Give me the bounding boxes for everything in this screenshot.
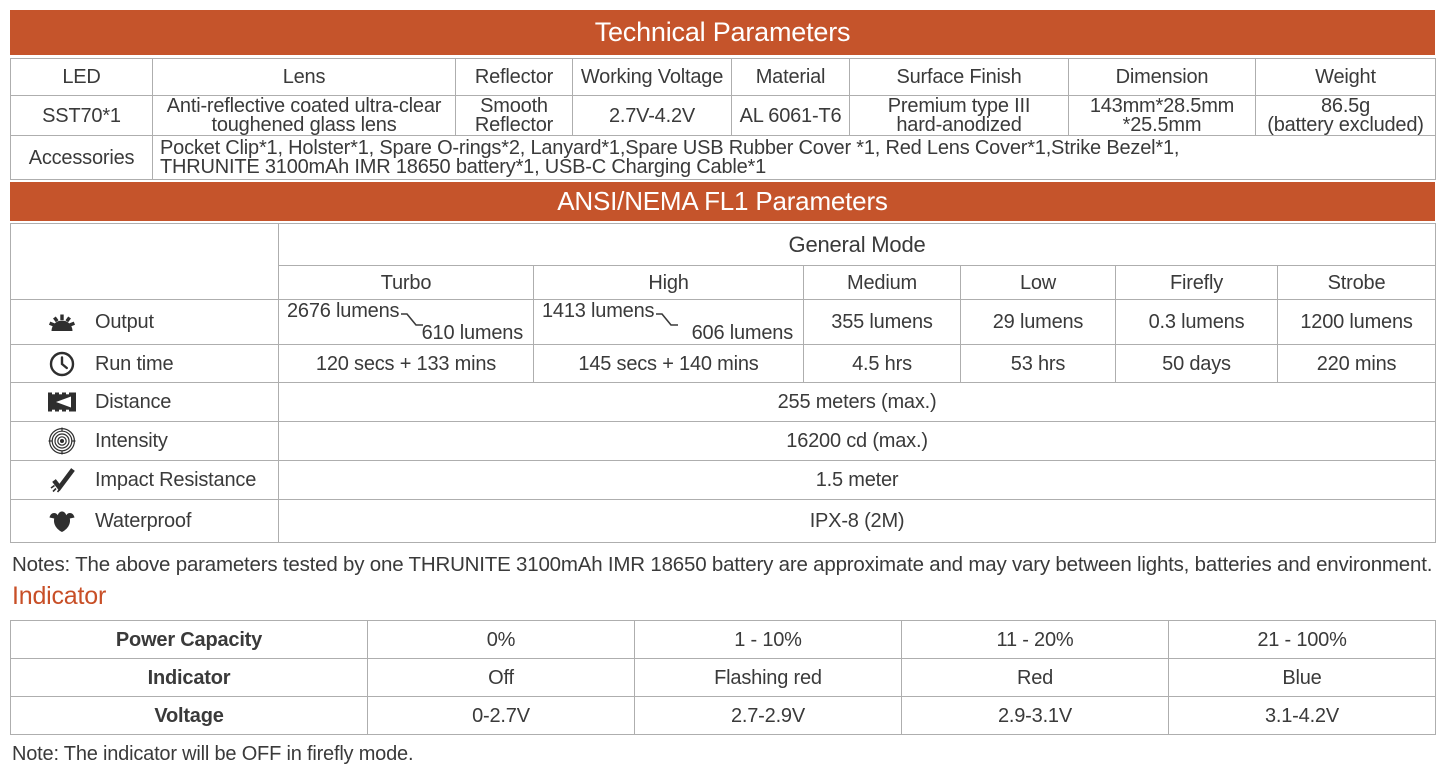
tech-working-voltage-value: 2.7V-4.2V [573,96,732,136]
accessories-line-1: Pocket Clip*1, Holster*1, Spare O-rings*2, Lanyard*1,Spare USB Rubber Cover *1, Red Lens Cover*1,Strike Bezel*1, [160,136,1180,159]
output-label: Output [95,311,154,333]
tech-header-surface-finish: Surface Finish [850,59,1069,96]
brightness-icon [45,312,79,332]
run-time-label: Run time [95,352,174,375]
mode-strobe: Strobe [1278,266,1436,300]
output-label-cell [11,300,279,345]
reflector-line-2: Reflector [474,113,554,136]
mode-firefly: Firefly [1116,266,1278,300]
voltage-col-3: 2.9-3.1V [902,697,1169,735]
tech-header-lens: Lens [153,59,456,96]
power-capacity-col-1: 0% [368,621,635,659]
impact-value: 1.5 meter [279,461,1436,500]
tech-header-reflector: Reflector [456,59,573,96]
tech-surface-finish-value [850,96,1069,136]
mode-high: High [534,266,804,300]
voltage-col-1: 0-2.7V [368,697,635,735]
lens-line-1: Anti-reflective coated ultra-clear [166,95,442,117]
indicator-state-label: Indicator [11,659,368,697]
runtime-medium: 4.5 hrs [804,345,961,383]
runtime-turbo: 120 secs + 133 mins [279,345,534,383]
power-capacity-col-4: 21 - 100% [1169,621,1436,659]
output-row [11,300,1436,345]
lens-line-2: toughened glass lens [211,113,397,136]
general-mode-header: General Mode [279,224,1436,266]
distance-label: Distance [95,391,172,413]
tech-values-row [11,96,1436,136]
output-strobe: 1200 lumens [1278,300,1436,345]
indicator-note: Note: The indicator will be OFF in firefly mode. [12,743,414,765]
indicator-state-col-1: Off [368,659,635,697]
distance-label-cell [11,383,279,422]
output-high-sub: 606 lumens [691,322,793,344]
output-high-cell [534,300,804,345]
distance-value: 255 meters (max.) [279,383,1436,422]
output-low: 29 lumens [961,300,1116,345]
voltage-label: Voltage [11,697,368,735]
weight-line-2: (battery excluded) [1267,113,1424,136]
tech-dimension-value [1069,96,1256,136]
tech-header-weight: Weight [1256,59,1436,96]
dimension-line-1: 143mm*28.5mm [1089,95,1235,117]
surface-line-1: Premium type III [887,95,1031,117]
power-capacity-row [11,621,1436,659]
output-high-main: 1413 lumens [542,300,655,322]
output-turbo-cell [279,300,534,345]
notes-text: Notes: The above parameters tested by one THRUNITE 3100mAh IMR 18650 battery are approximate and may vary between lights, batteries and environment. [12,553,1433,576]
power-capacity-col-3: 11 - 20% [902,621,1169,659]
tech-header-led: LED [11,59,153,96]
impact-label: Impact Resistance [95,469,257,491]
reflector-line-1: Smooth [480,95,548,117]
weight-line-1: 86.5g [1320,95,1371,117]
indicator-state-row [11,659,1436,697]
runtime-firefly: 50 days [1116,345,1278,383]
waterproof-value: IPX-8 (2M) [279,500,1436,543]
tech-led-value: SST70*1 [11,96,153,136]
beam-distance-icon [45,390,79,414]
waterproof-label-cell [11,500,279,543]
mode-low: Low [961,266,1116,300]
run-time-label-cell [11,345,279,383]
accessories-line-2: THRUNITE 3100mAh IMR 18650 battery*1, USB-C Charging Cable*1 [160,155,767,178]
tech-weight-value [1256,96,1436,136]
mode-medium: Medium [804,266,961,300]
impact-resistance-icon [45,467,79,493]
voltage-col-4: 3.1-4.2V [1169,697,1436,735]
accessories-row [11,136,1436,180]
accessories-label: Accessories [11,136,153,180]
impact-label-cell [11,461,279,500]
tech-header-working-voltage: Working Voltage [573,59,732,96]
dimension-line-2: *25.5mm [1122,113,1202,136]
clock-icon [45,351,79,377]
surface-line-2: hard-anodized [896,113,1022,136]
output-firefly: 0.3 lumens [1116,300,1278,345]
fl1-parameters-table [10,223,1436,543]
general-mode-row [11,224,1436,266]
indicator-state-col-2: Flashing red [635,659,902,697]
runtime-high: 145 secs + 140 mins [534,345,804,383]
indicator-state-col-3: Red [902,659,1169,697]
voltage-col-2: 2.7-2.9V [635,697,902,735]
power-capacity-col-2: 1 - 10% [635,621,902,659]
indicator-state-col-4: Blue [1169,659,1436,697]
output-turbo-main: 2676 lumens [287,300,400,322]
intensity-value: 16200 cd (max.) [279,422,1436,461]
technical-parameters-table [10,58,1436,180]
intensity-row [11,422,1436,461]
distance-row [11,383,1436,422]
output-turbo-sub: 610 lumens [421,322,523,344]
intensity-target-icon [45,427,79,455]
power-capacity-label: Power Capacity [11,621,368,659]
run-time-row [11,345,1436,383]
tech-header-dimension: Dimension [1069,59,1256,96]
runtime-strobe: 220 mins [1278,345,1436,383]
step-down-connector-icon [655,310,679,330]
output-medium: 355 lumens [804,300,961,345]
indicator-table [10,620,1436,735]
runtime-low: 53 hrs [961,345,1116,383]
fl1-corner-cell [11,224,279,300]
indicator-heading: Indicator [12,582,107,610]
voltage-row [11,697,1436,735]
waterproof-row [11,500,1436,543]
mode-turbo: Turbo [279,266,534,300]
intensity-label: Intensity [95,430,168,452]
tech-material-value: AL 6061-T6 [732,96,850,136]
accessories-value [153,136,1436,180]
waterproof-label: Waterproof [95,510,192,532]
tech-header-row [11,59,1436,96]
tech-lens-value [153,96,456,136]
impact-resistance-row [11,461,1436,500]
tech-reflector-value [456,96,573,136]
intensity-label-cell [11,422,279,461]
fl1-parameters-title: ANSI/NEMA FL1 Parameters [10,182,1435,221]
technical-parameters-title: Technical Parameters [10,10,1435,55]
tech-header-material: Material [732,59,850,96]
waterproof-splash-icon [45,508,79,534]
